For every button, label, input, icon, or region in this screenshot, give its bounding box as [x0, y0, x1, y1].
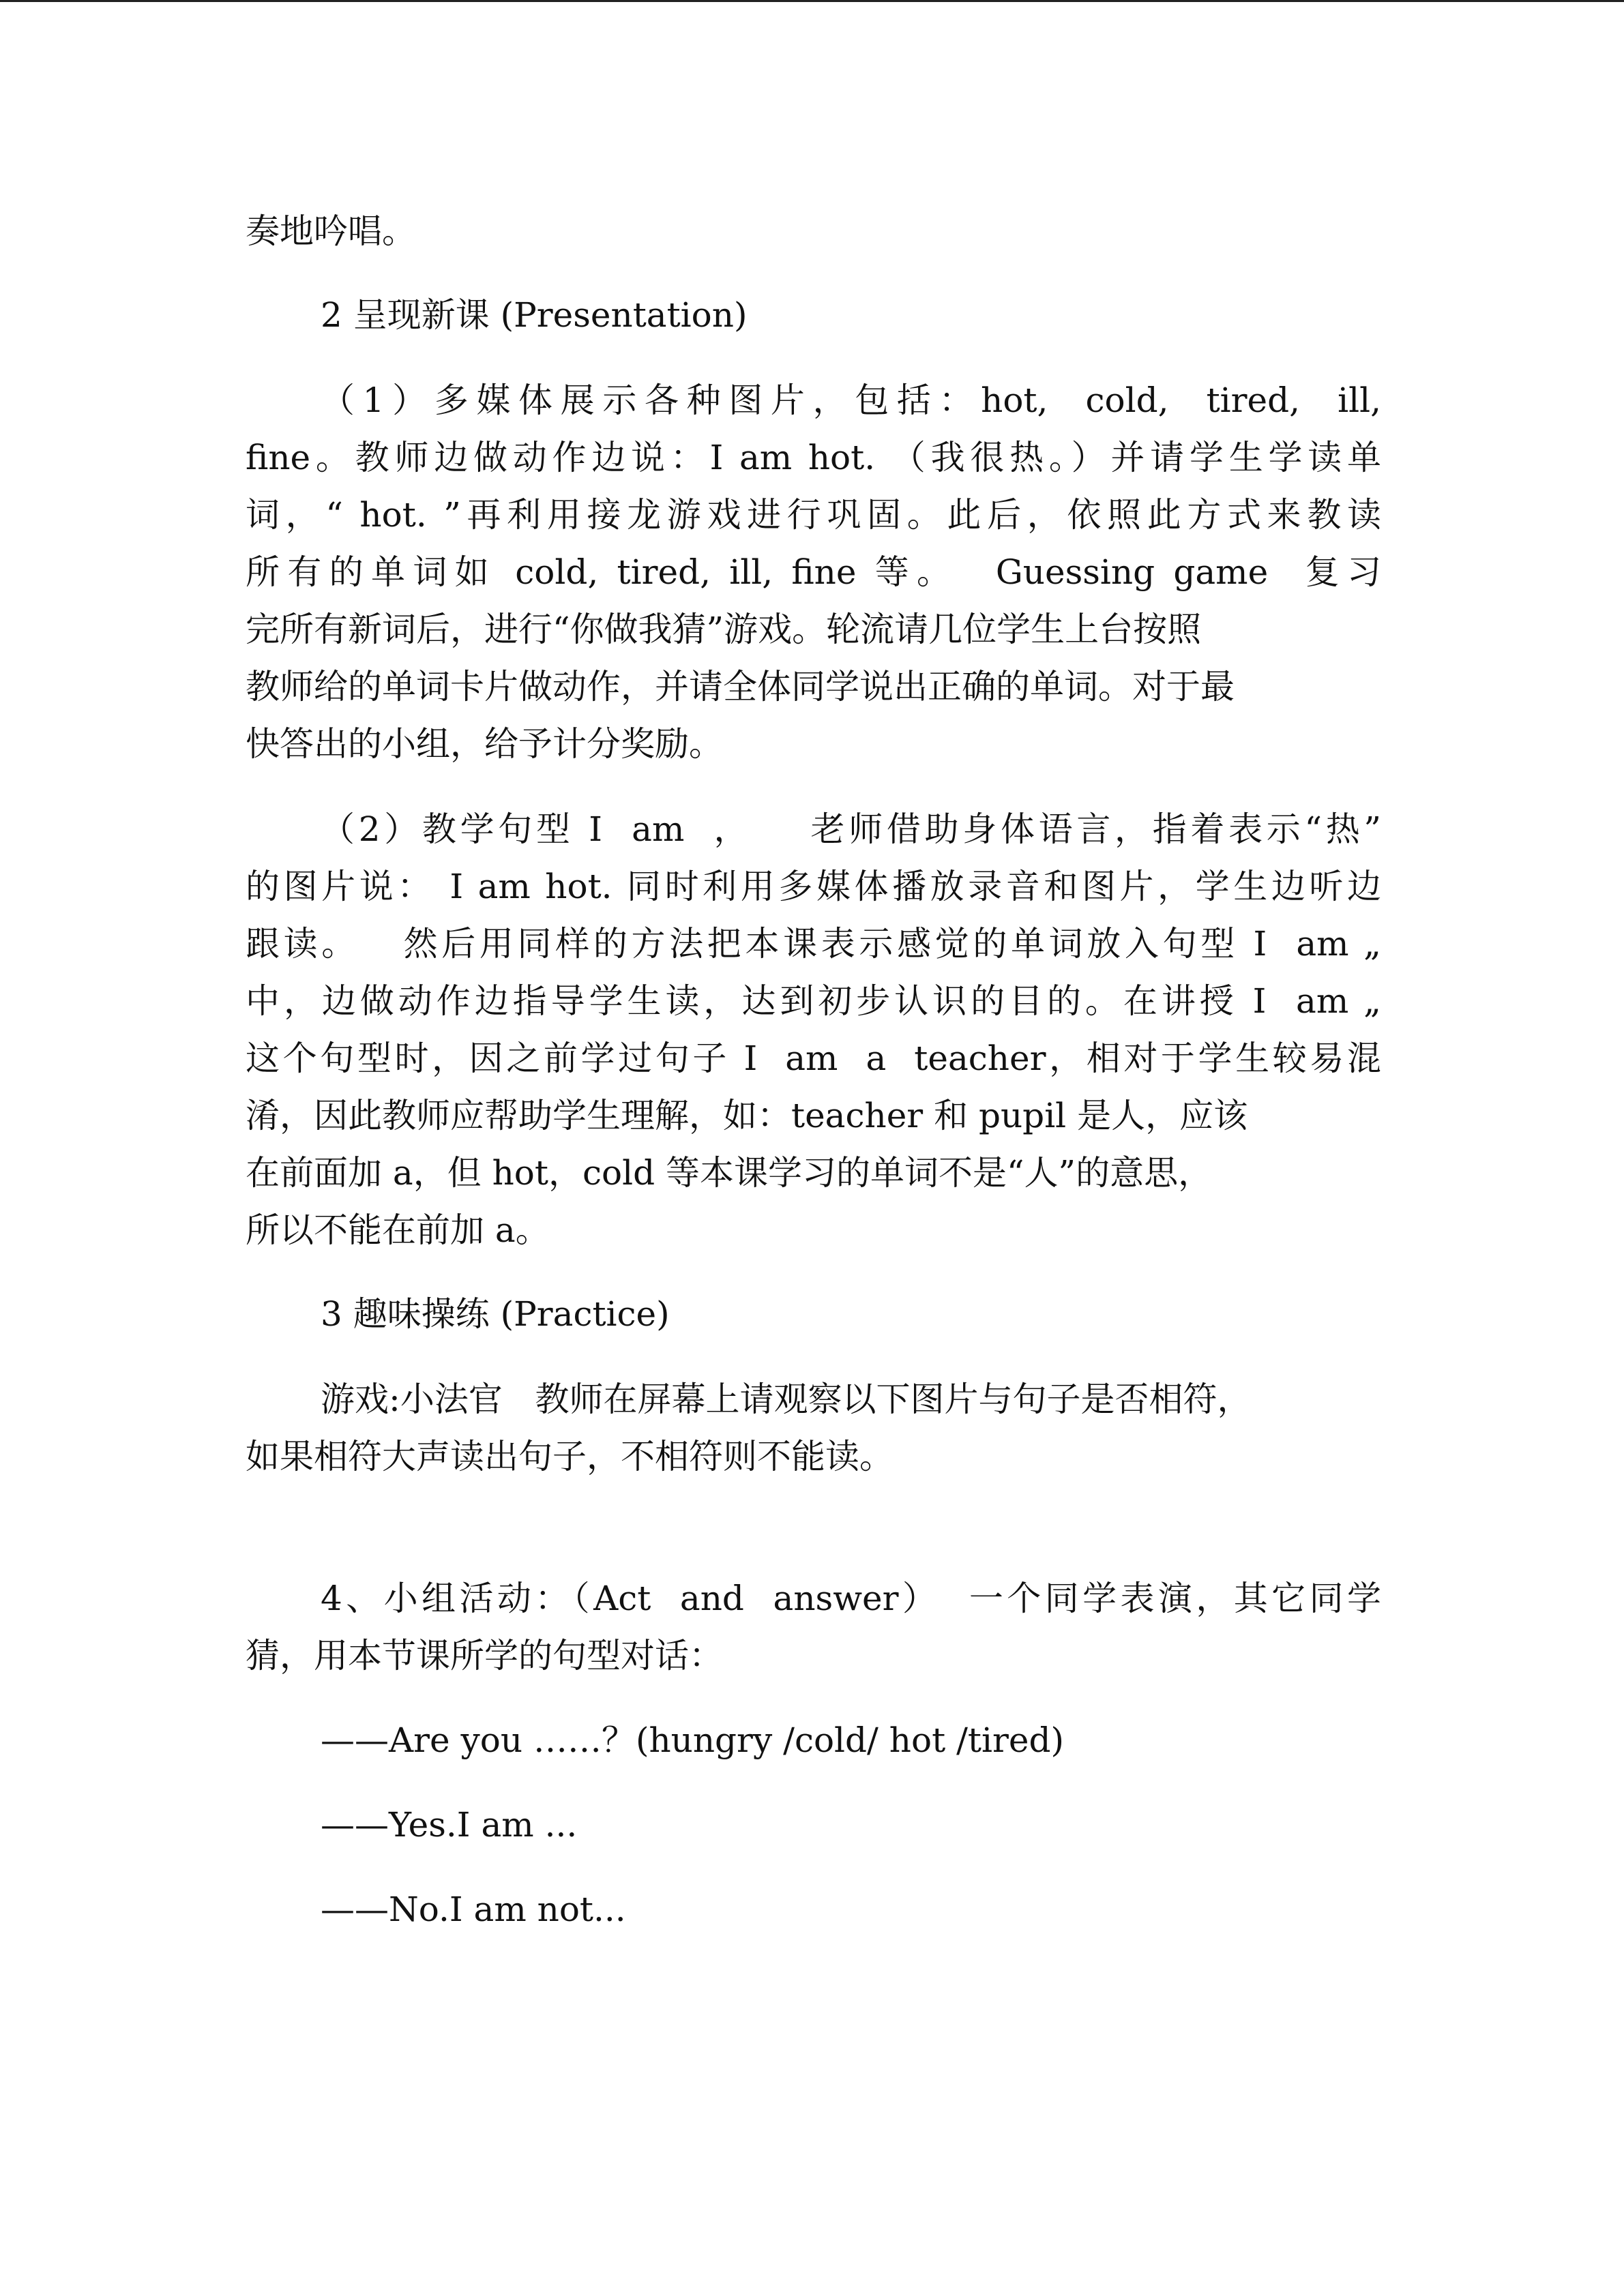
paragraph-line: 奏地吟唱。 — [246, 211, 416, 251]
dialogue-line: ——Yes.I am ... — [321, 1805, 578, 1845]
paragraph-line: 教师给的单词卡片做动作，并请全体同学说出正确的单词。对于最 — [246, 667, 1235, 706]
paragraph-line: 所以不能在前加 a。 — [246, 1210, 550, 1250]
dialogue-line: ——Are you ……？(hungry /cold/ hot /tired) — [321, 1720, 1065, 1760]
paragraph-line: 中，边做动作边指导学生读，达到初步认识的目的。在讲授 I am „ — [246, 981, 1381, 1021]
paragraph-line: 游戏:小法官 教师在屏幕上请观察以下图片与句子是否相符， — [321, 1380, 1252, 1419]
paragraph-line: 4、小组活动：（Act and answer） 一个同学表演，其它同学 — [321, 1579, 1381, 1618]
paragraph-line: 在前面加 a，但 hot，cold 等本课学习的单词不是“人”的意思， — [246, 1153, 1213, 1193]
paragraph-line: 所有的单词如 cold, tired, ill, fine 等。 Guessing game 复习 — [246, 552, 1381, 592]
paragraph-line: fine。教师边做动作边说：I am hot. （我很热。）并请学生学读单 — [246, 438, 1381, 477]
paragraph-line: （1）多媒体展示各种图片，包括：hot, cold, tired, ill, — [321, 381, 1381, 420]
paragraph-line: 的图片说： I am hot. 同时利用多媒体播放录音和图片，学生边听边 — [246, 867, 1381, 906]
paragraph-line: 完所有新词后，进行“你做我猜”游戏。轮流请几位学生上台按照 — [246, 610, 1202, 649]
section-heading-presentation: 2 呈现新课 (Presentation) — [321, 295, 748, 335]
paragraph-line: 词，“ hot. ”再利用接龙游戏进行巩固。此后，依照此方式来教读 — [246, 495, 1381, 535]
paragraph-line: 淆，因此教师应帮助学生理解，如：teacher 和 pupil 是人，应该 — [246, 1096, 1248, 1135]
paragraph-line: 猜，用本节课所学的句型对话： — [246, 1636, 723, 1675]
paragraph-line: 跟读。 然后用同样的方法把本课表示感觉的单词放入句型 I am „ — [246, 924, 1381, 964]
paragraph-line: 这个句型时，因之前学过句子 I am a teacher，相对于学生较易混 — [246, 1039, 1381, 1078]
paragraph-line: 如果相符大声读出句子，不相符则不能读。 — [246, 1437, 894, 1476]
paragraph-line: （2）教学句型 I am ， 老师借助身体语言，指着表示“热” — [321, 809, 1381, 849]
paragraph-line: 快答出的小组，给予计分奖励。 — [246, 724, 723, 764]
section-heading-practice: 3 趣味操练 (Practice) — [321, 1294, 670, 1334]
dialogue-line: ——No.I am not... — [321, 1890, 626, 1929]
